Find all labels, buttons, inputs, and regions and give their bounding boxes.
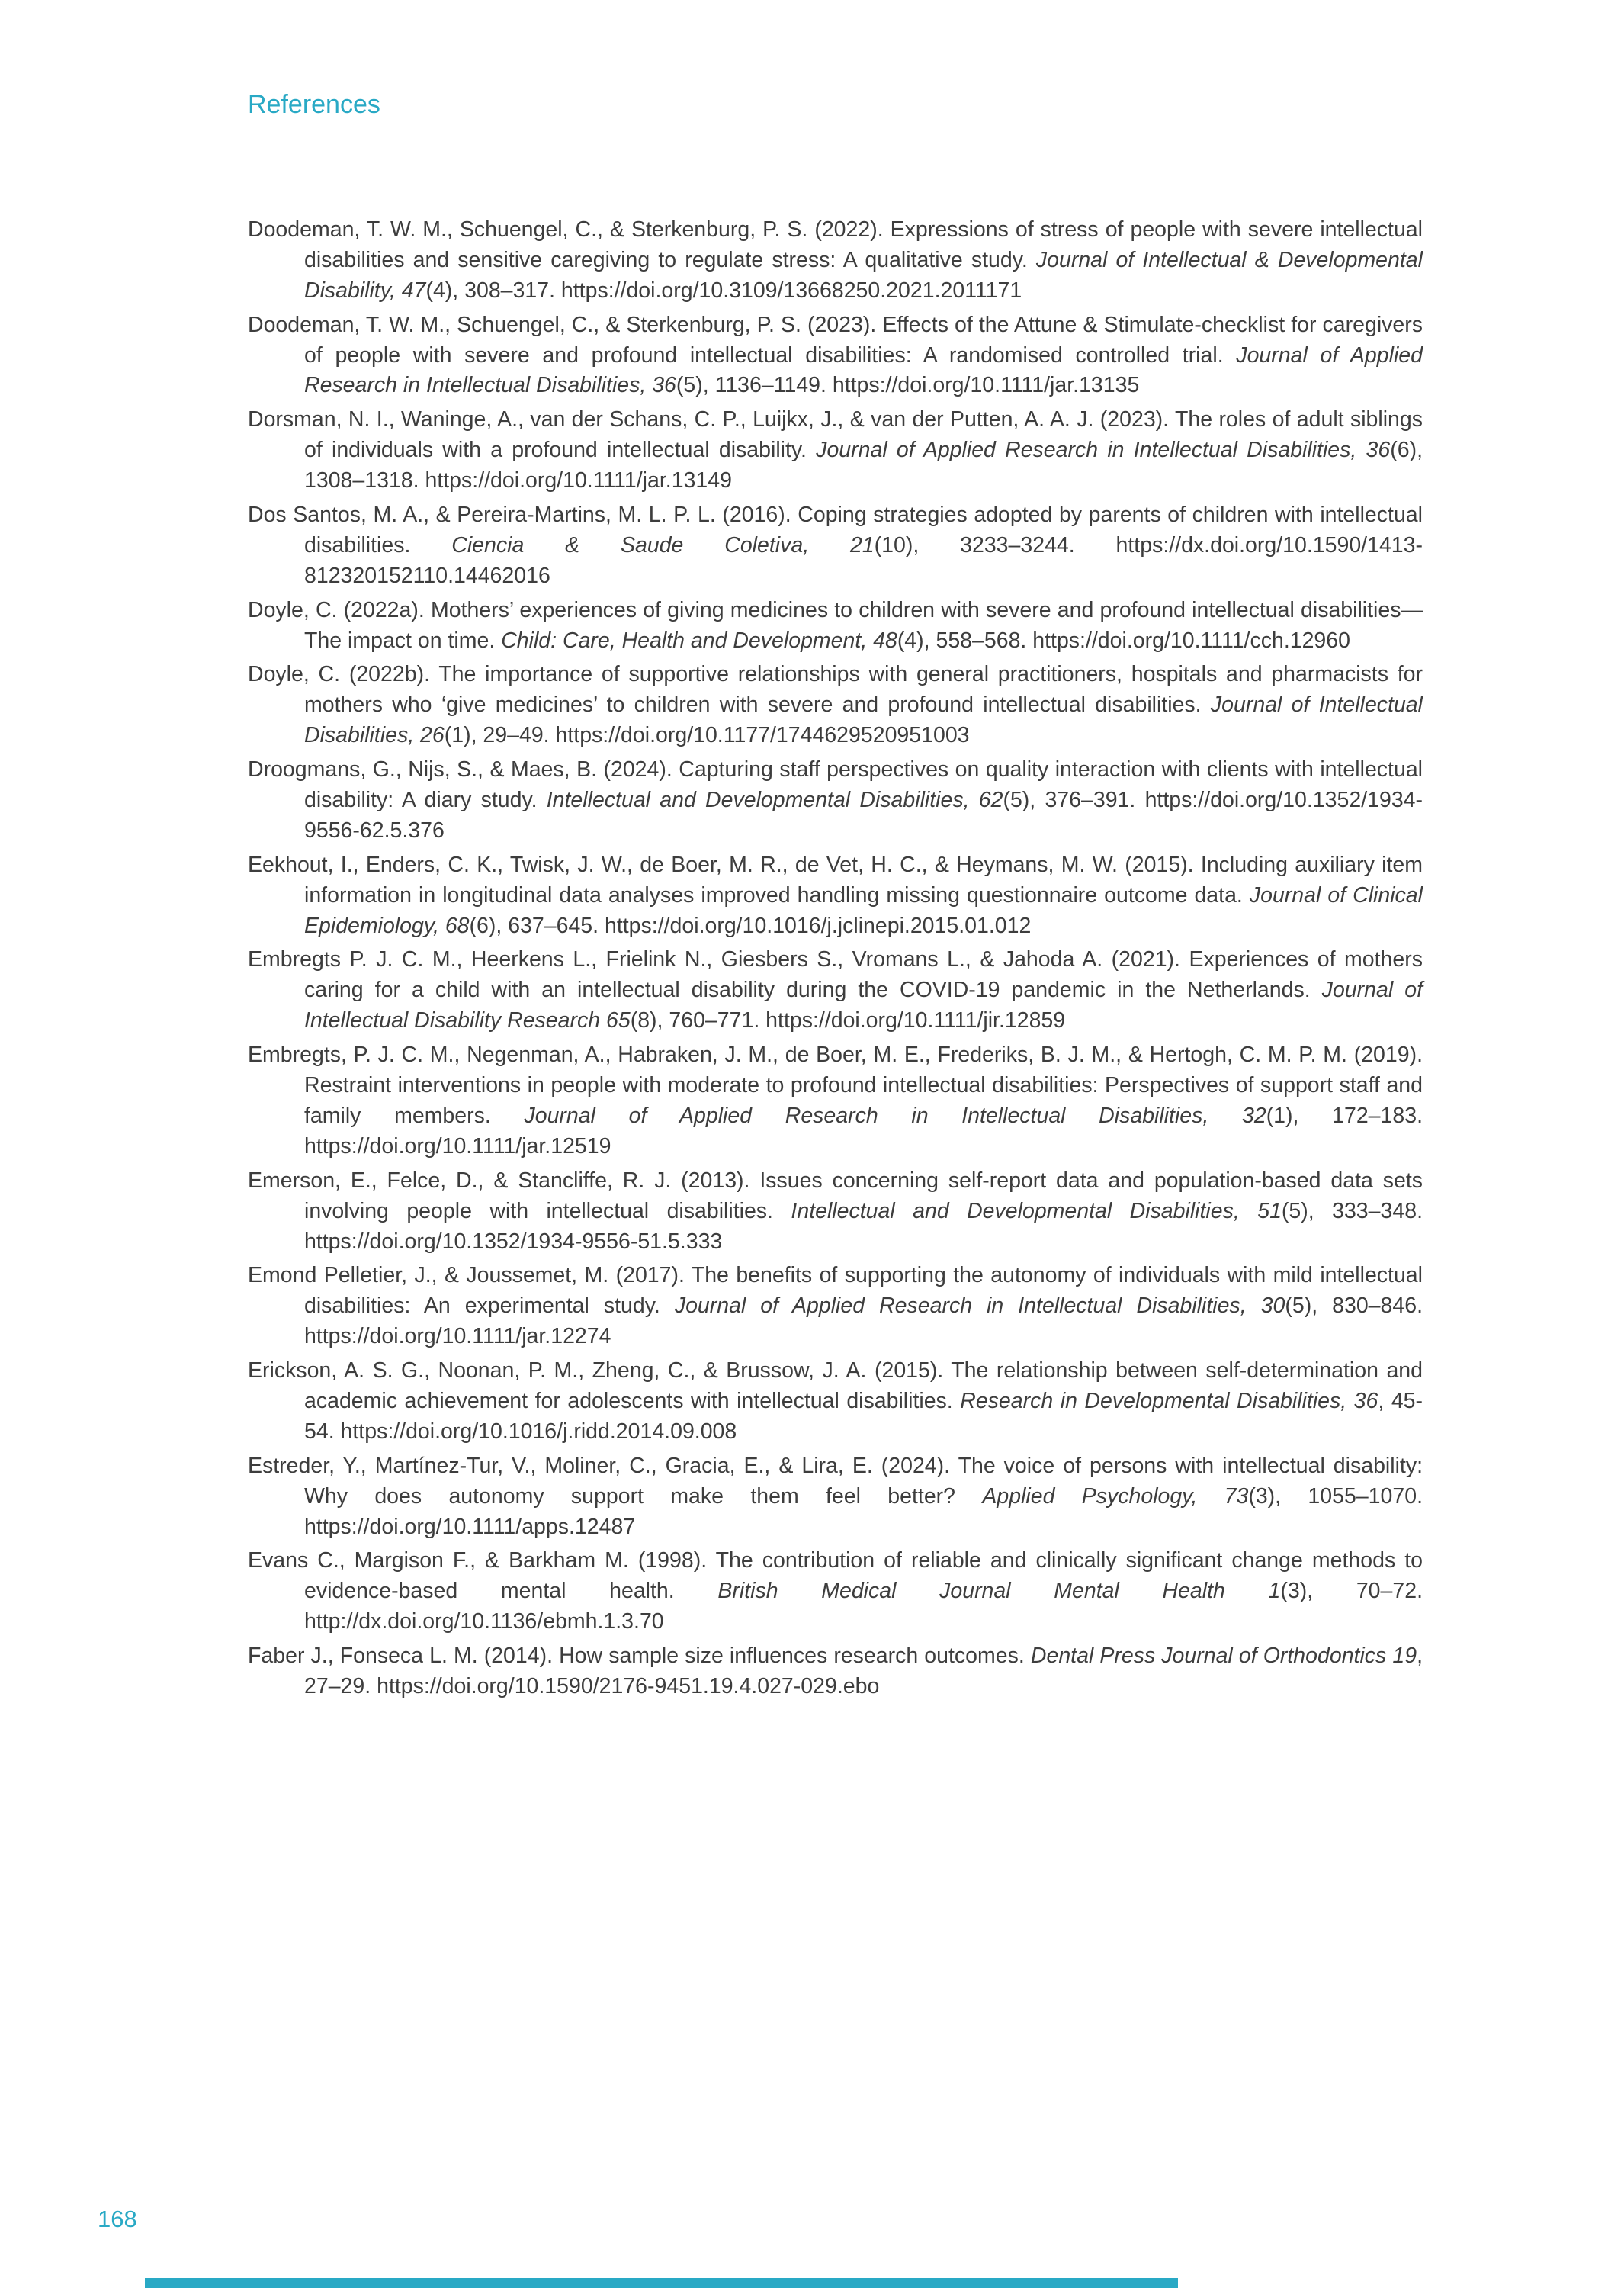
journal-title: Journal of Intellectual Disabilities, 26 (304, 693, 1423, 748)
reference-text: (3), 70–72. http://dx.doi.org/10.1136/ebmh.1.3.70 (304, 1579, 1423, 1634)
journal-title: Journal of Applied Research in Intellectual Disabilities, 32 (524, 1103, 1266, 1128)
page-number: 168 (98, 2206, 137, 2232)
journal-title: Applied Psychology, 73 (982, 1483, 1249, 1509)
reference-text: (1), 172–183. https://doi.org/10.1111/jar.12519 (304, 1103, 1423, 1158)
reference-entry (248, 310, 1423, 402)
reference-text: Doodeman, T. W. M., Schuengel, C., & Sterkenburg, P. S. (2022). Expressions of stress of people with severe intellectual disabilities and sensitive caregiving to regulate stress: A qualitative study. (248, 217, 1423, 272)
journal-title: British Medical Journal Mental Health 1 (717, 1579, 1281, 1604)
reference-entry (248, 1261, 1423, 1352)
reference-entry (248, 1166, 1423, 1258)
reference-text: Dorsman, N. I., Waninge, A., van der Schans, C. P., Luijkx, J., & van der Putten, A. A. J. (2023). The roles of adult siblings of individuals with a profound intellectual disability. (248, 407, 1423, 463)
reference-entry (248, 215, 1423, 307)
journal-title: Dental Press Journal of Orthodontics 19 (1030, 1644, 1417, 1669)
journal-title: Intellectual and Developmental Disabilities, 51 (791, 1198, 1282, 1223)
reference-entry (248, 1641, 1423, 1702)
reference-text: Doyle, C. (2022b). The importance of supportive relationships with general practitioners, hospitals and pharmacists for mothers who ‘give medicines’ to children with severe and profound intellectual disabilities. (248, 662, 1423, 718)
reference-text: (5), 376–391. https://doi.org/10.1352/1934-9556-62.5.376 (304, 788, 1423, 843)
reference-text: (4), 558–568. https://doi.org/10.1111/cch.12960 (897, 628, 1350, 653)
reference-text: (4), 308–317. https://doi.org/10.3109/13668250.2021.2011171 (425, 278, 1022, 303)
reference-text: (8), 760–771. https://doi.org/10.1111/jir.12859 (630, 1008, 1066, 1033)
reference-entry (248, 850, 1423, 942)
reference-text: (6), 1308–1318. https://doi.org/10.1111/jar.13149 (304, 438, 1423, 493)
reference-text: Evans C., Margison F., & Barkham M. (1998). The contribution of reliable and clinically significant change methods to evidence-based mental health. (248, 1548, 1423, 1604)
journal-title: Intellectual and Developmental Disabilities, 62 (546, 788, 1003, 813)
reference-entry (248, 500, 1423, 592)
reference-text: Doodeman, T. W. M., Schuengel, C., & Sterkenburg, P. S. (2023). Effects of the Attune & Stimulate-checklist for caregivers of people with severe and profound intellectual disabilities: A randomised controlled trial. (248, 312, 1423, 368)
reference-text: (10), 3233–3244. https://dx.doi.org/10.1590/1413-812320152110.14462016 (304, 532, 1423, 588)
journal-title: Journal of Applied Research in Intellectual Disabilities, 36 (816, 438, 1391, 463)
references-list (248, 215, 1423, 1706)
journal-title: Journal of Intellectual & Developmental Disability, 47 (304, 247, 1423, 303)
journal-title: Ciencia & Saude Coletiva, 21 (451, 532, 875, 558)
reference-text: Erickson, A. S. G., Noonan, P. M., Zheng, C., & Brussow, J. A. (2015). The relationship between self-determination and academic achievement for adolescents with intellectual disabilities. (248, 1358, 1423, 1413)
page-title: References (248, 90, 380, 119)
reference-entry (248, 405, 1423, 496)
reference-text: Droogmans, G., Nijs, S., & Maes, B. (2024). Capturing staff perspectives on quality interaction with clients with intellectual disability: A diary study. (248, 757, 1423, 813)
reference-entry (248, 660, 1423, 751)
reference-entry (248, 1546, 1423, 1637)
journal-title: Journal of Clinical Epidemiology, 68 (304, 882, 1423, 938)
footer-accent-bar (145, 2278, 1178, 2288)
reference-text: Doyle, C. (2022a). Mothers’ experiences of giving medicines to children with severe and profound intellectual disabilities—The impact on time. (248, 597, 1423, 653)
journal-title: Child: Care, Health and Development, 48 (501, 628, 897, 653)
reference-text: (6), 637–645. https://doi.org/10.1016/j.jclinepi.2015.01.012 (469, 913, 1032, 938)
reference-text: (3), 1055–1070. https://doi.org/10.1111/apps.12487 (304, 1483, 1423, 1539)
reference-text: Embregts, P. J. C. M., Negenman, A., Habraken, J. M., de Boer, M. E., Frederiks, B. J. M., & Hertogh, C. M. P. M. (2019). Restraint interventions in people with moderate to profound intellectual disabilities: Perspectives of support staff and family members. (248, 1043, 1423, 1128)
reference-entry (248, 596, 1423, 657)
reference-text: , 45-54. https://doi.org/10.1016/j.ridd.2014.09.008 (304, 1388, 1423, 1444)
reference-text: Embregts P. J. C. M., Heerkens L., Frielink N., Giesbers S., Vromans L., & Jahoda A. (2021). Experiences of mothers caring for a child with an intellectual disability during the COVID-19 pandemic in the Netherlands. (248, 947, 1423, 1003)
reference-entry (248, 945, 1423, 1036)
reference-entry (248, 755, 1423, 847)
reference-text: (5), 1136–1149. https://doi.org/10.1111/jar.13135 (676, 373, 1140, 398)
reference-text: Emond Pelletier, J., & Joussemet, M. (2017). The benefits of supporting the autonomy of individuals with mild intellectual disabilities: An experimental study. (248, 1263, 1423, 1319)
reference-text: Eekhout, I., Enders, C. K., Twisk, J. W., de Boer, M. R., de Vet, H. C., & Heymans, M. W. (2015). Including auxiliary item information in longitudinal data analyses improved handling missing questionnaire outcome data. (248, 852, 1423, 908)
journal-title: Research in Developmental Disabilities, 36 (960, 1388, 1378, 1413)
reference-text: (5), 333–348. https://doi.org/10.1352/1934-9556-51.5.333 (304, 1198, 1423, 1254)
reference-text: Emerson, E., Felce, D., & Stancliffe, R. J. (2013). Issues concerning self-report data and population-based data sets involving people with intellectual disabilities. (248, 1168, 1423, 1223)
reference-text: (5), 830–846. https://doi.org/10.1111/jar.12274 (304, 1293, 1423, 1349)
journal-title: Journal of Applied Research in Intellectual Disabilities, 36 (304, 342, 1423, 398)
journal-title: Journal of Applied Research in Intellectual Disabilities, 30 (674, 1293, 1285, 1319)
reference-entry (248, 1451, 1423, 1543)
reference-text: Estreder, Y., Martínez-Tur, V., Moliner, C., Gracia, E., & Lira, E. (2024). The voice of persons with intellectual disability: Why does autonomy support make them feel better? (248, 1453, 1423, 1509)
reference-text: Dos Santos, M. A., & Pereira-Martins, M. L. P. L. (2016). Coping strategies adopted by parents of children with intellectual disabilities. (248, 503, 1423, 558)
journal-title: Journal of Intellectual Disability Research 65 (304, 978, 1423, 1033)
reference-entry (248, 1356, 1423, 1448)
reference-text: , 27–29. https://doi.org/10.1590/2176-9451.19.4.027-029.ebo (304, 1644, 1423, 1698)
reference-entry (248, 1040, 1423, 1162)
reference-text: Faber J., Fonseca L. M. (2014). How sample size influences research outcomes. (248, 1644, 1031, 1669)
reference-text: (1), 29–49. https://doi.org/10.1177/1744629520951003 (444, 723, 970, 748)
